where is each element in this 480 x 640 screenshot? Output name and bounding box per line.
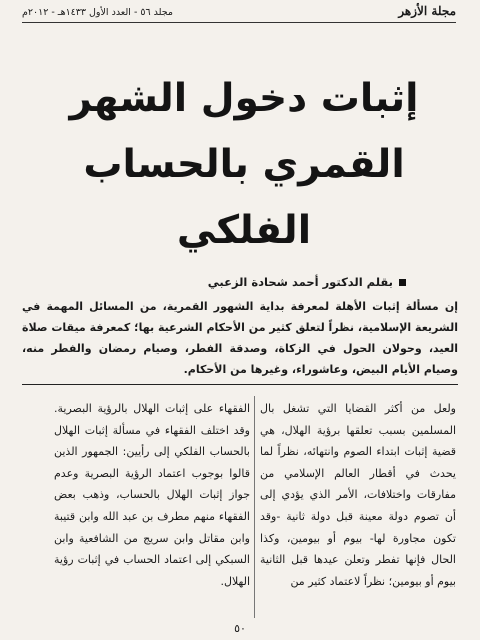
header-rule [22, 22, 456, 23]
author-name: بقلم الدكتور أحمد شحادة الزعبي [207, 275, 393, 289]
bullet-square-icon [399, 279, 406, 286]
issue-info: مجلد ٥٦ - العدد الأول ١٤٣٣هـ - ٢٠١٢م [22, 7, 173, 18]
page-header [22, 4, 456, 24]
title-line-1: إثبات دخول الشهر [69, 76, 419, 121]
author-byline [208, 275, 406, 289]
section-divider [22, 384, 458, 385]
title-line-2: القمري بالحساب [83, 142, 405, 187]
column-separator [254, 396, 255, 618]
body-column-left: الفقهاء على إثبات الهلال بالرؤية البصرية. وقد اختلف الفقهاء في مسألة إثبات الهلال بالحساب الفلكي إلى رأيين: الجمهور الذين قالوا بوجوب اعتماد الرؤية البصرية وعدم جواز إثبات الهلال بالحساب، وذهب بعض الفقهاء منهم مطرف بن عبد الله وابن قتيبة وابن مقاتل وابن سريج من الشافعية وابن السبكي إلى اعتماد الحساب في إثبات رؤية الهلال. [54, 402, 250, 588]
magazine-logo: مجلة الأزهر [398, 4, 456, 18]
page-number: ٥٠ [234, 622, 246, 635]
body-column-right: ولعل من أكثر القضايا التي تشغل بال المسلمين بسبب تعلقها برؤية الهلال، هي قضية إثبات ابتداء الصوم وانتهائه، نظراً لما يحدث في أقطار العالم الإسلامي من مفارقات واختلافات، الأمر الذي يؤدي إلى أن تصوم دولة معينة قبل دولة ثانية -وقد تكون مجاورة لها- بيوم أو بيومين، وكذا الحال فإنها تفطر وتعلن عيدها قبل الثانية بيوم أو بيومين؛ نظراً لاعتماد كثير من [260, 402, 456, 588]
article-abstract: إن مسألة إثبات الأهلة لمعرفة بداية الشهور القمرية، من المسائل المهمة في الشريعة الإسلامية، نظراً لتعلق كثير من الأحكام الشرعية بها؛ كمعرفة ميقات صلاة العيد، وحولان الحول في الزكاة، وصدقة الفطر، وصيام رمضان والفطر منه، وصيام الأيام البيض، وعاشوراء، وغيرها من الأحكام. [22, 300, 458, 376]
article-title [40, 66, 448, 264]
title-line-3: الفلكي [176, 208, 312, 253]
